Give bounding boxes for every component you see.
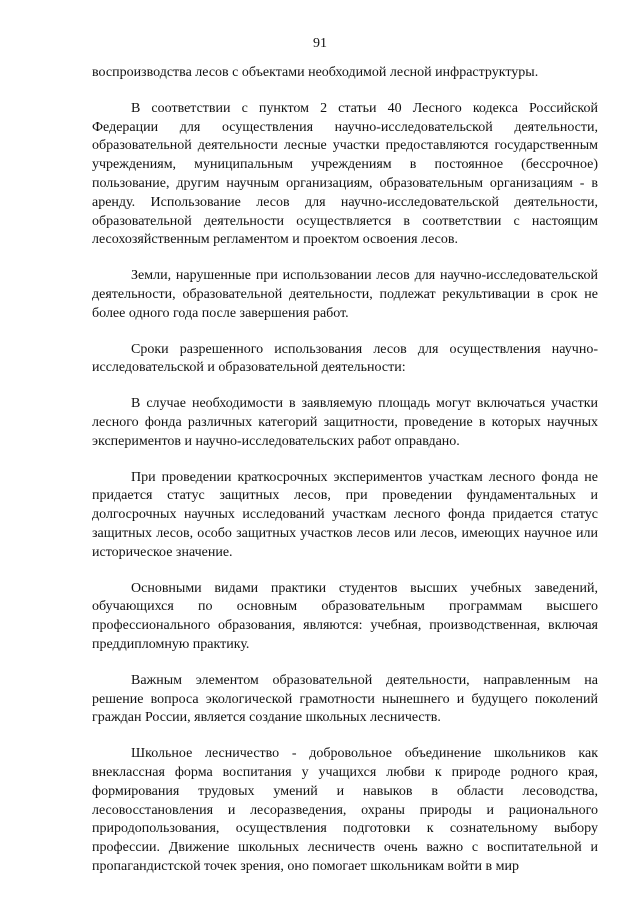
paragraph-land-recultivation: Земли, нарушенные при использовании лесов для научно-исследовательской деятельности, образовательной деятельности, подлежат рекультивации в срок не более одного года после завершения работ. xyxy=(92,268,598,321)
paragraph-student-practice: Основными видами практики студентов высших учебных заведений, обучающихся по основным образовательным программам высшего профессионального образования, являются: учебная, производственная, включая преддипломную практику. xyxy=(92,580,598,652)
paragraph-school-forestries: Важным элементом образовательной деятельности, направленным на решение вопроса экологической грамотности нынешнего и будущего поколений граждан России, является создание школьных лесничеств. xyxy=(92,672,598,726)
page-number: 91 xyxy=(313,36,327,51)
page-body xyxy=(92,64,598,894)
paragraph-continuation: воспроизводства лесов с объектами необходимой лесной инфраструктуры. xyxy=(92,65,539,80)
paragraph-forest-code-article: В соответствии с пунктом 2 статьи 40 Лесного кодекса Российской Федерации для осуществления научно-исследовательской деятельности, образовательной деятельности лесные участки предоставляются государственным учреждениям, муниципальным учреждениям в постоянное (бессрочное) пользование, другим научным организациям, образовательным организациям - в аренду. Использование лесов для научно-исследовательской деятельности, образовательной деятельности осуществляется в соответствии с настоящим лесохозяйственным регламентом и проектом освоения лесов. xyxy=(92,100,598,248)
paragraph-school-forestry-definition: Школьное лесничество - добровольное объединение школьников как внеклассная форма воспитания у учащихся любви к природе родного края, формирования трудовых умений и навыков в области лесоводства, лесовосстановления и лесоразведения, охраны природы и рационального природопользования, осуществления подготовки к сознательному выбору профессии. Движение школьных лесничеств очень важно с воспитательной и пропагандистской точек зрения, оно помогает школьникам войти в мир xyxy=(92,746,598,874)
paragraph-protection-categories: В случае необходимости в заявляемую площадь могут включаться участки лесного фонда различных категорий защитности, проведение в которых научных экспериментов и научно-исследовательских работ оправдано. xyxy=(92,396,598,449)
paragraph-usage-terms: Сроки разрешенного использования лесов для осуществления научно-исследовательской и образовательной деятельности: xyxy=(92,341,598,376)
paragraph-experiments: При проведении краткосрочных экспериментов участкам лесного фонда не придается статус защитных лесов, при проведении фундаментальных и долгосрочных научных исследований участкам лесного фонда придается статус защитных лесов, особо защитных участков лесов или лесов, имеющих научное или историческое значение. xyxy=(92,469,598,560)
